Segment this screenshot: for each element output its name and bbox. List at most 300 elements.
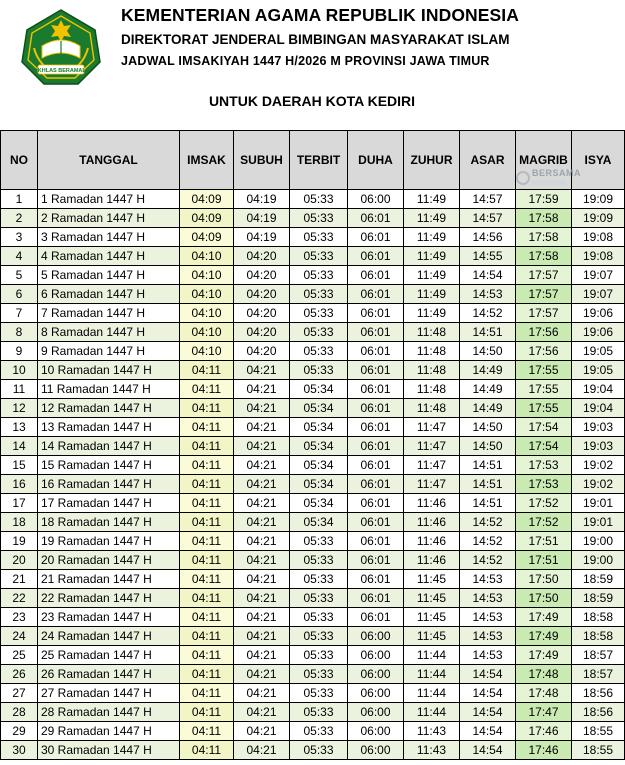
cell-magrib: 17:52 [516,513,572,532]
cell-isya: 19:08 [572,247,625,266]
cell-terbit: 05:33 [290,304,348,323]
cell-zuhur: 11:43 [404,722,460,741]
cell-isya: 19:04 [572,380,625,399]
table-row [1,589,625,608]
cell-isya: 19:03 [572,437,625,456]
logo-ribbon-text: IKHLAS BERAMAL [36,68,86,74]
cell-terbit: 05:33 [290,190,348,209]
cell-asar: 14:57 [460,190,516,209]
cell-asar: 14:52 [460,532,516,551]
cell-imsak: 04:10 [180,342,234,361]
cell-zuhur: 11:49 [404,285,460,304]
cell-terbit: 05:34 [290,380,348,399]
cell-asar: 14:49 [460,399,516,418]
cell-subuh: 04:21 [234,380,290,399]
cell-subuh: 04:21 [234,418,290,437]
cell-isya: 19:00 [572,532,625,551]
cell-terbit: 05:33 [290,551,348,570]
cell-duha: 06:01 [348,513,404,532]
imsakiyah-table [0,130,625,760]
cell-tanggal: 28 Ramadan 1447 H [38,703,180,722]
cell-tanggal: 17 Ramadan 1447 H [38,494,180,513]
table-row [1,342,625,361]
cell-imsak: 04:11 [180,722,234,741]
table-row [1,266,625,285]
cell-isya: 18:57 [572,665,625,684]
cell-imsak: 04:11 [180,741,234,760]
header-isya: ISYA [572,131,625,190]
cell-magrib: 17:56 [516,323,572,342]
cell-magrib: 17:57 [516,285,572,304]
cell-no: 1 [1,190,38,209]
cell-asar: 14:49 [460,380,516,399]
table-row [1,684,625,703]
cell-terbit: 05:33 [290,532,348,551]
cell-isya: 19:06 [572,323,625,342]
cell-terbit: 05:34 [290,456,348,475]
table-row [1,608,625,627]
cell-tanggal: 29 Ramadan 1447 H [38,722,180,741]
cell-duha: 06:01 [348,304,404,323]
cell-imsak: 04:11 [180,551,234,570]
table-row [1,418,625,437]
cell-magrib: 17:53 [516,475,572,494]
cell-terbit: 05:33 [290,323,348,342]
cell-duha: 06:01 [348,228,404,247]
cell-imsak: 04:11 [180,589,234,608]
cell-duha: 06:00 [348,722,404,741]
cell-zuhur: 11:43 [404,741,460,760]
cell-imsak: 04:10 [180,304,234,323]
table-row [1,437,625,456]
cell-terbit: 05:34 [290,475,348,494]
watermark-icon [515,166,582,190]
cell-isya: 18:58 [572,608,625,627]
cell-terbit: 05:33 [290,646,348,665]
cell-no: 24 [1,627,38,646]
cell-zuhur: 11:48 [404,399,460,418]
cell-magrib: 17:57 [516,304,572,323]
cell-subuh: 04:21 [234,456,290,475]
cell-asar: 14:53 [460,285,516,304]
cell-tanggal: 7 Ramadan 1447 H [38,304,180,323]
cell-no: 9 [1,342,38,361]
cell-imsak: 04:11 [180,418,234,437]
cell-magrib: 17:48 [516,665,572,684]
table-row [1,665,625,684]
table-row [1,456,625,475]
cell-subuh: 04:21 [234,722,290,741]
cell-terbit: 05:33 [290,285,348,304]
cell-asar: 14:53 [460,646,516,665]
cell-imsak: 04:10 [180,247,234,266]
cell-asar: 14:54 [460,665,516,684]
cell-no: 30 [1,741,38,760]
table-row [1,627,625,646]
cell-terbit: 05:33 [290,570,348,589]
cell-duha: 06:00 [348,190,404,209]
cell-zuhur: 11:46 [404,513,460,532]
cell-asar: 14:54 [460,266,516,285]
table-row [1,209,625,228]
cell-magrib: 17:49 [516,646,572,665]
cell-magrib: 17:51 [516,532,572,551]
cell-tanggal: 15 Ramadan 1447 H [38,456,180,475]
cell-duha: 06:00 [348,646,404,665]
cell-terbit: 05:33 [290,342,348,361]
cell-imsak: 04:09 [180,228,234,247]
cell-imsak: 04:09 [180,209,234,228]
cell-no: 16 [1,475,38,494]
cell-imsak: 04:10 [180,323,234,342]
cell-imsak: 04:11 [180,361,234,380]
cell-tanggal: 11 Ramadan 1447 H [38,380,180,399]
cell-duha: 06:01 [348,475,404,494]
cell-asar: 14:54 [460,741,516,760]
cell-terbit: 05:34 [290,437,348,456]
cell-duha: 06:01 [348,323,404,342]
table-row [1,304,625,323]
cell-imsak: 04:11 [180,532,234,551]
cell-no: 29 [1,722,38,741]
cell-no: 3 [1,228,38,247]
cell-subuh: 04:19 [234,228,290,247]
cell-terbit: 05:34 [290,494,348,513]
cell-tanggal: 21 Ramadan 1447 H [38,570,180,589]
cell-duha: 06:00 [348,665,404,684]
watermark-text: BERSAMA [532,168,582,178]
cell-tanggal: 13 Ramadan 1447 H [38,418,180,437]
header-imsak: IMSAK [180,131,234,190]
cell-magrib: 17:59 [516,190,572,209]
table-row [1,722,625,741]
cell-duha: 06:00 [348,627,404,646]
cell-duha: 06:01 [348,494,404,513]
cell-terbit: 05:33 [290,684,348,703]
cell-subuh: 04:21 [234,475,290,494]
kemenag-emblem-icon [20,8,102,86]
cell-isya: 18:55 [572,722,625,741]
cell-isya: 18:55 [572,741,625,760]
cell-terbit: 05:33 [290,722,348,741]
cell-magrib: 17:57 [516,266,572,285]
cell-tanggal: 22 Ramadan 1447 H [38,589,180,608]
cell-asar: 14:50 [460,418,516,437]
cell-no: 6 [1,285,38,304]
table-row [1,399,625,418]
cell-zuhur: 11:48 [404,342,460,361]
table-row [1,703,625,722]
table-row [1,323,625,342]
header-zuhur: ZUHUR [404,131,460,190]
cell-no: 4 [1,247,38,266]
cell-terbit: 05:33 [290,209,348,228]
cell-tanggal: 25 Ramadan 1447 H [38,646,180,665]
cell-isya: 19:01 [572,494,625,513]
cell-subuh: 04:21 [234,665,290,684]
cell-zuhur: 11:44 [404,665,460,684]
cell-asar: 14:52 [460,513,516,532]
cell-zuhur: 11:47 [404,437,460,456]
cell-isya: 19:00 [572,551,625,570]
cell-tanggal: 6 Ramadan 1447 H [38,285,180,304]
cell-duha: 06:01 [348,589,404,608]
cell-duha: 06:00 [348,684,404,703]
cell-subuh: 04:20 [234,304,290,323]
cell-imsak: 04:10 [180,266,234,285]
cell-duha: 06:01 [348,437,404,456]
cell-magrib: 17:50 [516,570,572,589]
cell-tanggal: 20 Ramadan 1447 H [38,551,180,570]
cell-no: 10 [1,361,38,380]
cell-imsak: 04:11 [180,608,234,627]
cell-asar: 14:51 [460,323,516,342]
table-row [1,361,625,380]
cell-duha: 06:01 [348,570,404,589]
cell-magrib: 17:53 [516,456,572,475]
cell-asar: 14:52 [460,304,516,323]
cell-asar: 14:55 [460,247,516,266]
schedule-title: JADWAL IMSAKIYAH 1447 H/2026 M PROVINSI JAWA TIMUR [121,54,490,68]
cell-magrib: 17:58 [516,209,572,228]
cell-no: 20 [1,551,38,570]
cell-magrib: 17:54 [516,418,572,437]
cell-imsak: 04:11 [180,437,234,456]
cell-magrib: 17:49 [516,608,572,627]
cell-subuh: 04:21 [234,570,290,589]
cell-isya: 19:02 [572,475,625,494]
cell-zuhur: 11:46 [404,494,460,513]
cell-asar: 14:50 [460,437,516,456]
cell-no: 19 [1,532,38,551]
cell-duha: 06:01 [348,247,404,266]
cell-duha: 06:01 [348,342,404,361]
cell-imsak: 04:11 [180,456,234,475]
cell-asar: 14:56 [460,228,516,247]
cell-subuh: 04:21 [234,361,290,380]
cell-no: 27 [1,684,38,703]
cell-asar: 14:57 [460,209,516,228]
cell-no: 8 [1,323,38,342]
cell-zuhur: 11:45 [404,589,460,608]
cell-magrib: 17:55 [516,399,572,418]
cell-isya: 19:03 [572,418,625,437]
cell-no: 26 [1,665,38,684]
cell-zuhur: 11:48 [404,361,460,380]
header-tanggal: TANGGAL [38,131,180,190]
cell-duha: 06:01 [348,285,404,304]
cell-isya: 18:59 [572,570,625,589]
cell-no: 7 [1,304,38,323]
table-row [1,475,625,494]
cell-duha: 06:01 [348,551,404,570]
cell-zuhur: 11:45 [404,608,460,627]
cell-tanggal: 3 Ramadan 1447 H [38,228,180,247]
cell-imsak: 04:10 [180,285,234,304]
cell-imsak: 04:09 [180,190,234,209]
cell-magrib: 17:55 [516,380,572,399]
cell-tanggal: 1 Ramadan 1447 H [38,190,180,209]
table-body [1,190,625,760]
cell-terbit: 05:33 [290,608,348,627]
header-no: NO [1,131,38,190]
cell-magrib: 17:58 [516,228,572,247]
cell-no: 22 [1,589,38,608]
cell-subuh: 04:19 [234,209,290,228]
cell-asar: 14:53 [460,627,516,646]
cell-imsak: 04:11 [180,475,234,494]
cell-isya: 19:08 [572,228,625,247]
cell-imsak: 04:11 [180,399,234,418]
cell-duha: 06:01 [348,608,404,627]
cell-no: 14 [1,437,38,456]
cell-isya: 19:06 [572,304,625,323]
cell-tanggal: 14 Ramadan 1447 H [38,437,180,456]
cell-magrib: 17:46 [516,741,572,760]
cell-magrib: 17:47 [516,703,572,722]
cell-subuh: 04:21 [234,532,290,551]
cell-subuh: 04:20 [234,266,290,285]
table-row [1,646,625,665]
cell-isya: 18:59 [572,589,625,608]
cell-magrib: 17:48 [516,684,572,703]
cell-isya: 18:58 [572,627,625,646]
cell-magrib: 17:56 [516,342,572,361]
cell-asar: 14:53 [460,570,516,589]
cell-asar: 14:52 [460,551,516,570]
cell-subuh: 04:19 [234,190,290,209]
document-header [0,0,624,130]
cell-tanggal: 5 Ramadan 1447 H [38,266,180,285]
cell-isya: 19:01 [572,513,625,532]
cell-duha: 06:00 [348,741,404,760]
cell-asar: 14:53 [460,608,516,627]
cell-asar: 14:51 [460,456,516,475]
cell-zuhur: 11:49 [404,228,460,247]
cell-terbit: 05:33 [290,703,348,722]
cell-isya: 19:02 [572,456,625,475]
cell-tanggal: 18 Ramadan 1447 H [38,513,180,532]
cell-terbit: 05:34 [290,513,348,532]
cell-imsak: 04:11 [180,380,234,399]
cell-subuh: 04:21 [234,437,290,456]
cell-duha: 06:01 [348,418,404,437]
cell-subuh: 04:21 [234,646,290,665]
table-row [1,285,625,304]
cell-duha: 06:01 [348,361,404,380]
header-magrib: MAGRIB [516,131,572,190]
header-asar: ASAR [460,131,516,190]
cell-no: 2 [1,209,38,228]
cell-zuhur: 11:44 [404,684,460,703]
cell-zuhur: 11:47 [404,456,460,475]
region-title: UNTUK DAERAH KOTA KEDIRI [208,93,416,109]
cell-subuh: 04:20 [234,323,290,342]
cell-tanggal: 10 Ramadan 1447 H [38,361,180,380]
cell-terbit: 05:33 [290,266,348,285]
cell-duha: 06:01 [348,532,404,551]
cell-subuh: 04:21 [234,627,290,646]
cell-asar: 14:51 [460,475,516,494]
table-row [1,380,625,399]
cell-zuhur: 11:49 [404,209,460,228]
cell-zuhur: 11:46 [404,532,460,551]
cell-duha: 06:01 [348,209,404,228]
table-row [1,494,625,513]
table-row [1,532,625,551]
cell-magrib: 17:51 [516,551,572,570]
cell-no: 18 [1,513,38,532]
cell-isya: 19:07 [572,266,625,285]
cell-duha: 06:01 [348,456,404,475]
cell-imsak: 04:11 [180,665,234,684]
cell-imsak: 04:11 [180,627,234,646]
cell-tanggal: 16 Ramadan 1447 H [38,475,180,494]
cell-no: 13 [1,418,38,437]
cell-no: 15 [1,456,38,475]
cell-tanggal: 30 Ramadan 1447 H [38,741,180,760]
cell-subuh: 04:21 [234,741,290,760]
cell-duha: 06:00 [348,703,404,722]
cell-terbit: 05:33 [290,589,348,608]
cell-asar: 14:53 [460,589,516,608]
cell-asar: 14:51 [460,494,516,513]
cell-subuh: 04:21 [234,551,290,570]
cell-imsak: 04:11 [180,646,234,665]
directorate-title: DIREKTORAT JENDERAL BIMBINGAN MASYARAKAT ISLAM [121,32,510,47]
cell-tanggal: 2 Ramadan 1447 H [38,209,180,228]
cell-imsak: 04:11 [180,513,234,532]
cell-tanggal: 4 Ramadan 1447 H [38,247,180,266]
cell-terbit: 05:33 [290,627,348,646]
cell-isya: 19:09 [572,190,625,209]
cell-imsak: 04:11 [180,703,234,722]
cell-isya: 19:05 [572,361,625,380]
cell-isya: 18:57 [572,646,625,665]
cell-no: 23 [1,608,38,627]
cell-asar: 14:54 [460,722,516,741]
cell-tanggal: 8 Ramadan 1447 H [38,323,180,342]
cell-isya: 18:56 [572,703,625,722]
cell-subuh: 04:21 [234,684,290,703]
cell-isya: 19:09 [572,209,625,228]
cell-zuhur: 11:45 [404,570,460,589]
cell-tanggal: 24 Ramadan 1447 H [38,627,180,646]
cell-subuh: 04:21 [234,513,290,532]
cell-zuhur: 11:48 [404,380,460,399]
cell-no: 12 [1,399,38,418]
cell-asar: 14:54 [460,703,516,722]
cell-no: 25 [1,646,38,665]
cell-isya: 19:04 [572,399,625,418]
cell-no: 17 [1,494,38,513]
cell-magrib: 17:52 [516,494,572,513]
cell-isya: 19:05 [572,342,625,361]
cell-no: 5 [1,266,38,285]
cell-tanggal: 27 Ramadan 1447 H [38,684,180,703]
cell-magrib: 17:50 [516,589,572,608]
cell-tanggal: 19 Ramadan 1447 H [38,532,180,551]
cell-subuh: 04:21 [234,399,290,418]
table-row [1,741,625,760]
table-row [1,228,625,247]
cell-imsak: 04:11 [180,684,234,703]
cell-tanggal: 26 Ramadan 1447 H [38,665,180,684]
table-row [1,247,625,266]
cell-zuhur: 11:49 [404,304,460,323]
cell-terbit: 05:33 [290,741,348,760]
cell-subuh: 04:21 [234,608,290,627]
